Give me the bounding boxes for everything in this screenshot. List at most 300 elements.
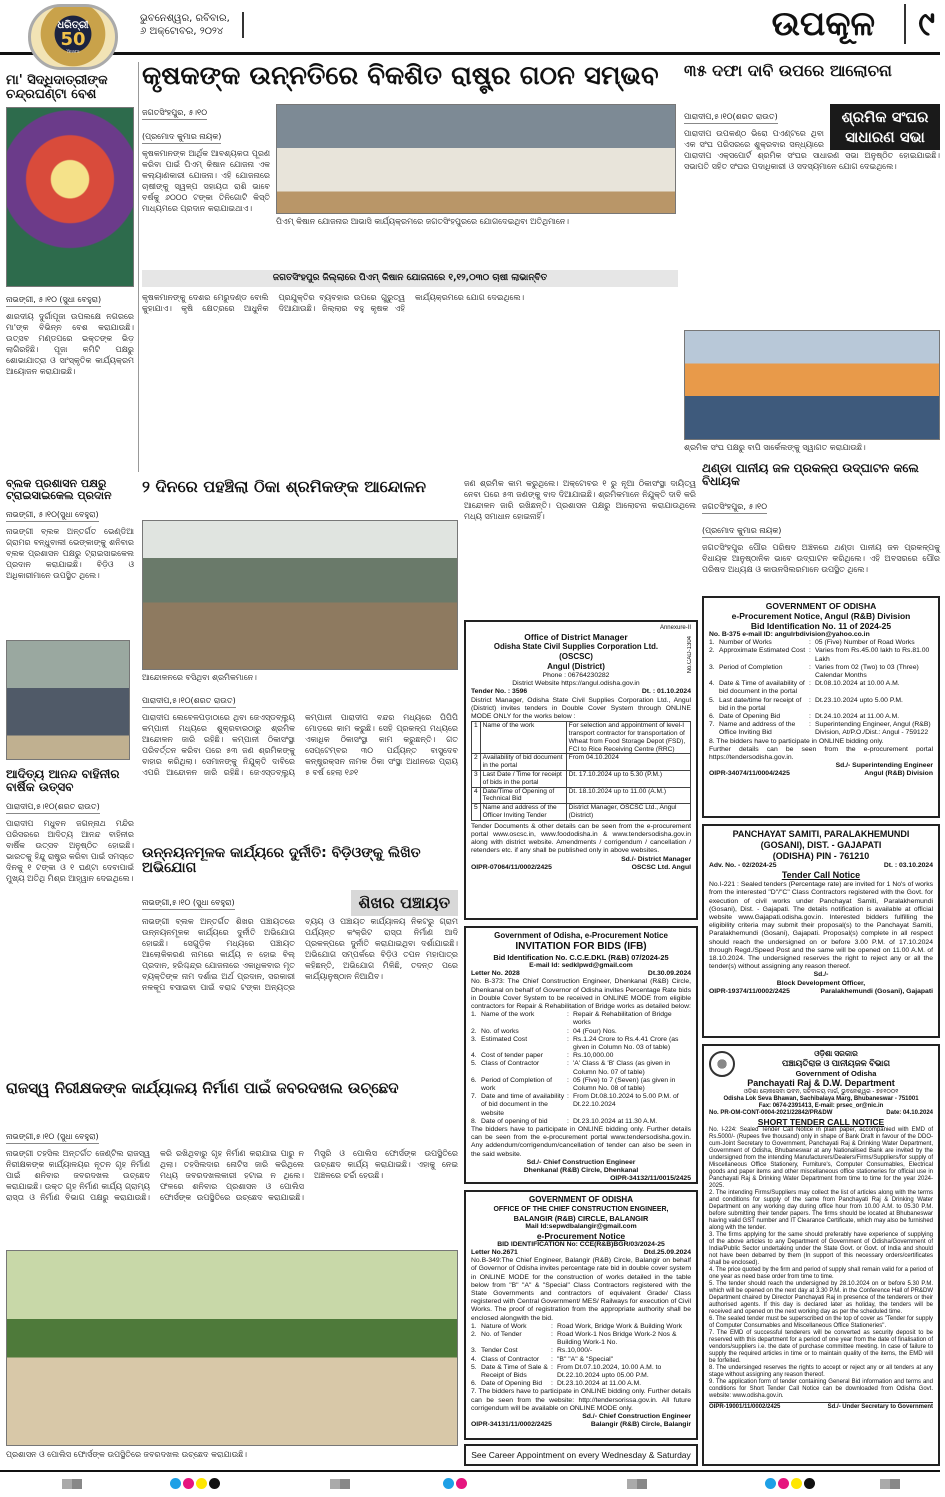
ad-item-value: Dt.23.10.2024 at 11.30 A.M.: [573, 1117, 658, 1125]
ad-no: No. B-375: [709, 631, 741, 638]
newspaper-logo: [28, 4, 118, 70]
ad-title-2: (GOSANI), DIST. - GAJAPATI: [760, 840, 882, 850]
ad-table-cell: 1: [472, 722, 481, 754]
ad-sign-2: Dhenkanal (R&B) Circle, Dhenkanal: [523, 1167, 639, 1175]
ad-item-label: Approximate Estimated Cost: [719, 647, 806, 655]
ad-item-number: 2.: [709, 647, 715, 655]
story-devi: [6, 74, 134, 377]
ad-item-sep: :: [551, 1347, 553, 1355]
story-lead: [142, 100, 270, 214]
ad-footer: Tender Documents & other details can be seen from the e-procurement portal www.oscsc.in, www.foododisha.in & www.tendersodisha.gov.in along with district website. Amendments / corrigendum / cancellation / retenders etc. if any shall be published only in above websites.: [471, 822, 691, 855]
revenue-photo: [6, 1250, 458, 1446]
ad-item-value: 05 (Five) to 7 (Seven) (as given in Column No. 08 of table): [573, 1076, 676, 1093]
ad-date: Dtd.25.09.2024: [643, 1248, 691, 1256]
ad-item: [709, 664, 933, 680]
ad-oipr: OIPR-34074/11/0004/2425: [709, 770, 790, 778]
ad-oipr: OIPR-19374/11/0002/2425: [709, 987, 790, 995]
ad-heading: SHORT TENDER CALL NOTICE: [757, 1117, 885, 1127]
ad-item: [471, 1028, 691, 1036]
ad-circle: BALANGIR (R&B) CIRCLE, BALANGIR: [513, 1213, 649, 1223]
story-body: ନାଭଙ୍ଗୀ ବ୍ଲକ ଅନ୍ତର୍ଗତ ଭେଣ୍ଡିଆ ଗ୍ରାମର ବନ୍ଧୁବାଲୀ ଭେଙ୍କାଙ୍କୁ ଶନିବାର ବ୍ଲକ ପ୍ରଶାସନ ପକ୍ଷରୁ ଟ୍ରାଇସାଇକେଲ ପ୍ରଦାନ କରାଯାଇଛି। ବିଡ଼ିଓ ଓ ଅଧିକାରୀମାନେ ଉପସ୍ଥିତ ଥିଲେ।: [6, 527, 134, 581]
story-dateline: ନାଭଙ୍ଗୀ,୫।୧୦ (ସୁଧା ବେହୁରା): [6, 1131, 99, 1144]
story-dateline: ପାରାଦୀପ,୫।୧୦(ଶରତ ରାଉତ): [6, 801, 100, 814]
ad-gov: GOVERNMENT OF ODISHA: [765, 601, 877, 611]
ad-item-number: 2.: [471, 1330, 477, 1338]
ad-table-cell: 4: [472, 787, 481, 804]
ad-item-label: No. of works: [481, 1027, 519, 1035]
ad-dhenkanal: [464, 926, 698, 1184]
story-body-2: ପାଇଁ ବରାଦ୍ଦ ଟଙ୍କା ଅନ୍ୟତ୍ର ବ୍ୟୟ ଓ ପଞ୍ଚାୟତ କାର୍ଯ୍ୟାଳୟ ନିକଟରୁ ଗ୍ରାମ ପର୍ଯ୍ୟନ୍ତ କଂକ୍ରିଟ ରାସ୍ତା ନିର୍ମାଣ ଆଦି ପ୍ରକଳ୍ପରେ ଦୁର୍ନୀତି କରାଯାଇଥିବା ଦର୍ଶାଯାଇଛି। ଅଭିଯୋଗ ସମ୍ପର୍କରେ ବିଡ଼ିଓ ତପନ ମହାପାତ୍ର କହିଛନ୍ତି, ଅଭିଯୋଗ ମିଳିଛି, ତଦନ୍ତ ପରେ କାର୍ଯ୍ୟାନୁଷ୍ଠାନ ନିଆଯିବ।: [200, 917, 458, 992]
ad-item-number: 3.: [709, 663, 715, 671]
ad-item-value: 04 (Four) Nos.: [573, 1027, 617, 1035]
ad-balangir: [464, 1190, 698, 1440]
ad-item-label: Name and address of the Office Inviting Bid: [719, 721, 796, 737]
story-body-2: କରି ରଖିଥିବାରୁ ଗୃହ ନିର୍ମାଣ କରାଯାଇ ପାରୁ ନ ଥିଲା। ତହସିଲଦାର ନୋଟିସ ଜାରି କରିଥିଲେ ମଧ୍ୟ ଜବରଦଖଲକାରୀ ହଟାଇ ନ ଥିଲେ। ଫଳରେ ଶନିବାର ପ୍ରଶାସନ ଓ ପୋଲିସ ଫୋର୍ସଙ୍କ ଉପସ୍ଥିତିରେ ଉଚ୍ଛେଦ କରାଯାଇଛି।: [160, 1149, 304, 1202]
ad-table-cell: 2: [472, 754, 481, 771]
ad-odia-2: ପଞ୍ଚାୟତିରାଜ ଓ ପାନୀୟଜଳ ବିଭାଗ: [781, 1058, 891, 1068]
story-headline: ବ୍ଲକ ପ୍ରଶାସନ ପକ୍ଷରୁ ଟ୍ରାଇସାଇକେଲ ପ୍ରଦାନ: [6, 477, 112, 503]
ad-item: [471, 1331, 691, 1347]
ad-table-row: [472, 754, 691, 771]
ad-item-value: 'A' Class & 'B' Class (as given in Column No. 07 of table): [573, 1060, 670, 1076]
water-headline: ଥଣ୍ଡା ପାନୀୟ ଜଳ ପ୍ରକଳ୍ପ ଉଦ୍‌ଘାଟନ କଲେ ବିଧାୟକ: [702, 461, 919, 489]
ad-item-sep: :: [551, 1330, 553, 1338]
logo-years: 50: [60, 28, 86, 50]
registration-square: [62, 1479, 82, 1489]
ad-item-value: 05 (Five) Number of Road Works: [815, 639, 915, 647]
ad-item: [709, 647, 933, 663]
ad-table-row: [472, 722, 691, 754]
ad-item-number: 4.: [471, 1355, 477, 1363]
ad-item-label: Last date/time for receipt of bid in the portal: [719, 696, 802, 712]
story-body-1: ନାଭଙ୍ଗୀ ବ୍ଲକ ଅନ୍ତର୍ଗତ ଶିଖର ପଞ୍ଚାୟତରେ ଉନ୍ନୟନମୂଳକ କାର୍ଯ୍ୟରେ ଦୁର୍ନୀତି ଅଭିଯୋଗ ହୋଇଛି। ସେଗୁଡ଼ିକ ମଧ୍ୟରେ ପଞ୍ଚାୟତ ଆଲୋକିକରଣ ନାମରେ କାର୍ଯ୍ୟ ନ ହୋଇ ବିଲ୍ ପ୍ରଦାନ, ହରିଶ୍ଚନ୍ଦ୍ର ଯୋଜନାରେ ଏକାଧିକବାର ମୃତ ବ୍ୟକ୍ତିଙ୍କ ନାମ ଦର୍ଶାଇ ଅର୍ଥ ପ୍ରଦାନ, ସରକାରୀ ନଳକୂପ ବସାଇବା: [142, 917, 295, 992]
ad-table-cell: Dt. 17.10.2024 up to 5.30 (P.M.): [566, 771, 690, 788]
story-body: [6, 1148, 458, 1203]
ad-item: [709, 713, 933, 721]
ad-sign: Sd./- Superintending Engineer: [835, 762, 933, 770]
ad-title-3: (ODISHA) PIN - 761210: [772, 851, 870, 861]
story-body: [142, 712, 458, 778]
black-dot: [804, 1478, 815, 1489]
ad-item: [471, 1118, 691, 1126]
ad-point: 5. The tender should reach the undersigned by 28.10.2024 on or before 5.30 P.M. which will be opened on the next day at 3.30 P.M. in the Conference Hall of PR&DW Department chaired by Director Panchayati Raj in presence of the tenderers or their authorised agents. If this day is declared later as holiday, the tenders will be received and opened on the next working day as per the scheduled time.: [709, 1281, 933, 1315]
ad-oipr: OIPR-19001/11/0002/2425: [709, 1404, 781, 1410]
ad-intro: No. B-373: The Chief Construction Engineer, Dhenkanal (R&B) Circle, Dhenkanal on behalf of Governor of Odisha invites Percentage Rate bids in Double Cover System to be received in ONLINE MODE from eligible contractors for Repair & Rehabilitation of Bridge works as detailed below:: [471, 978, 691, 1011]
yellow-dot: [791, 1478, 802, 1489]
page-number: ୯: [904, 4, 935, 44]
ad-item-value: Rs.1.24 Crore to Rs.4.41 Crore (as given in Column No. 03 of table): [573, 1035, 679, 1052]
ad-tender-no: Tender No. : 3596: [471, 688, 528, 696]
ad-item-value: Dt.23.10.2024 at 11.00 A.M.: [557, 1380, 642, 1388]
ad-item: [471, 1093, 691, 1118]
ad-odia-addr: ଓଡ଼ିଶା ଲୋକସେବା ଭବନ, ସଚିବାଳୟ ମାର୍ଗ, ଭୁବନେଶ୍ୱର - ୭୫୧୦୦୧: [743, 1089, 899, 1095]
footer-rule: [0, 1470, 940, 1472]
ad-item-number: 4.: [471, 1052, 477, 1060]
story-body-1: ନାଭଙ୍ଗୀ ତହସିଲ ଅନ୍ତର୍ଗତ ଜେଣ୍ଟିଲ ରାଜସ୍ୱ ନିରୀକ୍ଷକଙ୍କ କାର୍ଯ୍ୟାଳୟର ନୂତନ ଗୃହ ନିର୍ମାଣ ପାଇଁ ଶନିବାର ଜବରଦଖଲ ଉଚ୍ଛେଦ କରାଯାଇଛି। ଉକ୍ତ ଗୃହ ନିର୍ମାଣ କାର୍ଯ୍ୟ ଗ୍ରାମ୍ୟ ରାସ୍ତା ଓ ନିର୍ମାଣ ବିଭାଗ ପକ୍ଷରୁ କରାଯାଉଛି।: [6, 1149, 150, 1202]
ad-item-number: 3.: [471, 1347, 477, 1355]
yellow-dot: [196, 1478, 207, 1489]
devi-photo: [6, 107, 134, 287]
ad-item: [471, 1060, 691, 1076]
ad-district: Angul (District): [547, 662, 605, 671]
ad-intro: District Manager, Odisha State Civil Supplies Corporation Ltd., Angul (District) invites tenders in Double Cover System through ONLINE MODE ONLY for the works below :: [471, 696, 691, 721]
dateline: [140, 12, 244, 38]
ad-oscsc: [464, 620, 698, 920]
ad-item-sep: :: [567, 1035, 569, 1043]
ad-dept: Panchayati Raj & D.W. Department: [747, 1078, 895, 1088]
ad-item: [471, 1052, 691, 1060]
ad-item-label: Date of Opening Bid: [481, 1380, 543, 1388]
ad-adv: Adv. No. - 02/2024-25: [709, 862, 777, 869]
ad-item-number: 5.: [709, 696, 715, 704]
ad-sign: Sd./- Chief Construction Engineer: [526, 1158, 636, 1166]
ad-table-cell: Last Date / Time for receipt of bids in the portal: [480, 771, 566, 788]
ad-point: 6. The sealed tender must be superscribed on the top of cover as "Tender for supply of Computer Consumables and Miscellaneous Office Stationeries".: [709, 1316, 933, 1329]
ad-item-sep: :: [567, 1076, 569, 1084]
cyan-dot: [765, 1478, 776, 1489]
story-revenue: [6, 1124, 458, 1203]
ad-phone: Phone : 06764230282: [542, 672, 610, 679]
ad-title-1: PANCHAYAT SAMITI, PARALAKHEMUNDI: [732, 829, 910, 839]
story-dateline: ନାଭଙ୍ଗୀ, ୫।୧୦ (ସୁଧା ବେହୁରା): [6, 294, 101, 307]
ad-item-sep: :: [551, 1363, 553, 1371]
story-tricycle: [6, 478, 134, 581]
ad-abbr: (OSCSC): [559, 652, 593, 661]
magenta-dot: [778, 1478, 789, 1489]
story-body: ପାରାଦୀପ ଉପକଣ୍ଠ ଭିରୋ ପଏଣ୍ଟରେ ଥିବା ଏକ ସଂଘ ପରିସରରେ ଶୁକ୍ରବାର ସନ୍ଧ୍ୟାରେ ପାରାଦୀପ ଏକ୍ସପୋର୍ଟ ଶ୍ରମିକ ସଂଘର ସାଧାରଣ ସଭା ଅନୁଷ୍ଠିତ ହୋଇଯାଇଛି। ସଭାପତି ସହିତ ସଂଘର ପଦାଧିକାରୀ ଓ ସଦସ୍ୟମାନେ ଯୋଗ ଦେଇଥିଲେ।: [684, 129, 940, 171]
story-aditya: [6, 768, 134, 884]
ad-letter: Letter No. 2028: [471, 970, 520, 978]
ad-date: Date: 04.10.2024: [886, 1110, 933, 1116]
ad-table-cell: Date/Time of Opening of Technical Bid: [480, 787, 566, 804]
revenue-headline: ରାଜସ୍ୱ ନିରୀକ୍ଷକଙ୍କ କାର୍ଯ୍ୟାଳୟ ନିର୍ମାଣ ପାଇଁ ଜବରଦଖଲ ଉଚ୍ଛେଦ: [6, 1079, 399, 1097]
ad-sign: Sd./- District Manager: [621, 855, 691, 863]
ad-items: [709, 639, 933, 737]
ad-table-cell: 5: [472, 804, 481, 821]
ad-items: [471, 1323, 691, 1389]
ad-item-number: 2.: [471, 1027, 477, 1035]
ad-office: Office of District Manager: [524, 632, 628, 642]
ad-item-value: Road Work, Bridge Work & Building Work: [557, 1322, 683, 1330]
tricycle-photo: [6, 640, 130, 760]
ad-item-sep: :: [551, 1380, 553, 1388]
corruption-tag: ଶିଖର ପଞ୍ଚାୟତ: [351, 890, 458, 916]
story-dateline: ପାରାଦୀପ,୫।୧୦(ଶରତ ରାଉତ): [142, 695, 236, 708]
union-box-title: ଶ୍ରମିକ ସଂଘର ସାଧାରଣ ସଭା: [830, 104, 940, 150]
ad-item-label: Estimated Cost: [481, 1035, 528, 1043]
ad-item-sep: :: [809, 713, 811, 721]
ad-table-cell: 3: [472, 771, 481, 788]
ad-item: [471, 1323, 691, 1331]
ad-ref: No. PR-OM-CONT-0004-2021/22842/PR&DW: [709, 1110, 833, 1116]
ad-item-number: 7.: [471, 1093, 477, 1101]
ad-item: [709, 639, 933, 647]
ad-oipr: OIPR-34131/11/0002/2425: [471, 1421, 552, 1429]
ad-item-sep: :: [809, 721, 811, 729]
ad-item-label: Cost of tender paper: [481, 1052, 543, 1060]
ad-item-number: 3.: [471, 1035, 477, 1043]
ad-item-sep: :: [809, 680, 811, 688]
story-union: [684, 104, 940, 172]
ad-mail[interactable]: Mail Id:sepwdbalangir@gmail.com: [525, 1222, 637, 1230]
ad-point: No. I-224: Sealed Tender Call Notice in plain paper, accompanied with EMD of Rs.5000/- (Rupees five thousand) only in shape of Bank Draft in favour of the DDO-cum-Joint Secretary to Government, Panchayati Raj & Drinking Water Department, Government of Odisha, Bhubaneswar at any Nationalised Bank are invited by the undersigned from the intending Manufacturers/Dealers/Firms/Suppliers/for supply of Miscellaneous Office Stationery, Furniture's, Computer Consumables, Electrical goods and paper items and other miscellaneous office stationeries for official use in Panchayati Raj & Drinking Water Department from time to time for the year 2024-2025.: [709, 1127, 933, 1189]
ad-item-label: Date of opening of bid: [481, 1117, 548, 1125]
ad-item-value: From Dt.07.10.2024, 10.00 A.M. to Dt.22.10.2024 upto 05.00 P.M.: [557, 1363, 662, 1379]
story-byline: (ପ୍ରମୋଦ କୁମାର ନାୟକ): [702, 525, 781, 538]
ad-item-label: Date and time of availability of bid document in the website: [481, 1093, 565, 1117]
ad-item-value: From Dt.08.10.2024 to 5.00 P.M. of Dt.22.10.2024: [573, 1093, 679, 1109]
dateline-place: ଭୁବନେଶ୍ୱର, ରବିବାର,: [140, 13, 230, 24]
ad-sd: Sd./-: [813, 971, 829, 979]
ad-item-number: 5.: [471, 1060, 477, 1068]
ad-item-number: 4.: [709, 680, 715, 688]
ad-point: 9. The application form of tender containing General Bid information and terms and conditions for Short Tender Call Notice can be downloaded from Odisha Govt. website: www.odisha.gov.in.: [709, 1379, 933, 1399]
section-name: ଉପକୂଳ: [771, 4, 875, 44]
corruption-headline: ଉନ୍ନୟନମୂଳକ କାର୍ଯ୍ୟରେ ଦୁର୍ନୀତି: ବିଡ଼ିଓଙ୍କୁ ଲିଖିତ ଅଭିଯୋଗ: [142, 845, 421, 877]
story-headline: ମା' ସିଦ୍ଧିଦାତ୍ରୀଙ୍କ ଚନ୍ଦ୍ରଘଣ୍ଟା ବେଶ: [6, 73, 108, 103]
story-dateline: ନାଭଙ୍ଗୀ,୫।୧୦ (ସୁଧା ବେହୁରା): [142, 897, 235, 910]
logo-sub: Years: [66, 48, 80, 55]
masthead-rule: [0, 52, 940, 55]
ad-footer: 7. The bidders have to participate in ONLINE bidding only. Further details can be seen from the website: http://tendersorissa.gov.in. All future corrigendum will be available on ONLINE MODE only.: [471, 1388, 692, 1412]
ad-item-value: Road Work-1 Nos Bridge Work-2 Nos & Building Work-1 No.: [557, 1330, 677, 1347]
ad-item-label: Tender Cost: [481, 1347, 518, 1355]
union-photo-caption: ଶ୍ରମିକ ସଂଘ ପକ୍ଷରୁ ବାପି ସାର୍କେଲଙ୍କୁ ସ୍ୱାଗତ କରାଯାଉଛି।: [684, 443, 866, 452]
lead-subhead: ଜଗତସିଂହପୁର ଜିଲ୍ଲାରେ ପିଏମ୍ କିଷାନ ଯୋଜନାରେ ୧,୧୨,୦୩୦ ଚାଷୀ ଲାଭାନ୍ବିତ: [142, 270, 678, 287]
lead-headline: କୃଷକଙ୍କ ଉନ୍ନତିରେ ବିକଶିତ ରାଷ୍ଟ୍ର ଗଠନ ସମ୍ଭବ: [142, 61, 659, 91]
ad-addr: Odisha Lok Seva Bhawan, Sachibalaya Marg, Bhubaneswar - 751001: [723, 1096, 919, 1102]
ad-heading: Tender Call Notice: [781, 870, 861, 881]
ad-item-label: Date & Time of Sale & Receipt of Bids: [481, 1363, 548, 1379]
ad-sign: Sd./- Chief Construction Engineer: [582, 1412, 691, 1420]
ad-item-sep: :: [567, 1117, 569, 1125]
ad-table-row: [472, 804, 691, 821]
ad-items: [471, 1011, 691, 1126]
ad-gov: Government of Odisha: [795, 1069, 877, 1078]
story-corruption: [142, 890, 458, 993]
ad-ifb: INVITATION FOR BIDS (IFB): [515, 941, 647, 952]
ad-point: 4. The price quoted by the firm and period of supply shall remain valid for a period of one year as need base order from time to time.: [709, 1267, 933, 1280]
ad-item-label: Nature of Work: [481, 1322, 527, 1330]
ad-sign-2: OSCSC Ltd. Angul: [631, 863, 691, 871]
ad-item-sep: :: [809, 639, 811, 647]
ad-item-sep: :: [567, 1060, 569, 1068]
story-byline: (ପ୍ରମୋଦ କୁମାର ନାୟକ): [142, 131, 221, 144]
odisha-emblem-icon: [709, 1051, 735, 1077]
ad-item-label: Date of Opening Bid: [719, 713, 781, 721]
ad-item-label: No. of Tender: [481, 1330, 522, 1338]
ad-item: [709, 680, 933, 696]
ad-item-label: Name of the work: [481, 1011, 535, 1019]
cyan-dot: [443, 1478, 454, 1489]
union-headline: ୩୫ ଦଫା ଦାବି ଉପରେ ଆଲୋଚନା: [684, 61, 892, 80]
ad-table-cell: Name of the work: [480, 722, 566, 754]
ad-table-cell: From 04.10.2024: [566, 754, 690, 771]
ad-footer: The bidders have to participate in ONLINE bidding only. Further details can be seen from the e-procurement portal www.tendersodisha.gov.in. Any addendum/corrigendum/cancellation of tender can also be seen in the said website.: [471, 1126, 691, 1158]
registration-square: [880, 1479, 900, 1489]
ad-item-value: "B" "A" & "Special": [557, 1355, 614, 1363]
ad-table-cell: Availability of bid document in the portal: [480, 754, 566, 771]
cyan-dot: [170, 1478, 181, 1489]
ad-item-number: 1.: [471, 1011, 477, 1019]
ad-item-label: Class of Contractor: [481, 1355, 540, 1363]
ad-point: 3. The firms applying for the same should preferably have experience of supplying of the above articles to any Department of Government of Odisha/Government of India/Public Sector undertaking under the State Govt. or Govt. of India and should not have been debarred by them (In support of this necessary orders/certificates shall be enclosed).: [709, 1232, 933, 1266]
logo-text: ଧରିତ୍ରୀ: [57, 19, 89, 31]
ad-sign-2: Angul (R&B) Division: [864, 770, 933, 778]
ad-angul: [702, 596, 940, 818]
ad-oipr: OIPR-07064/11/0002/2425: [471, 863, 552, 871]
ad-gov: GOVERNMENT OF ODISHA: [528, 1195, 633, 1204]
registration-square: [627, 1479, 647, 1489]
cmyk-marks: [765, 1478, 815, 1489]
ad-bid: Bid Identification No. C.C.E.DKL (R&B) 07/2024-25: [493, 953, 669, 962]
ad-bid: Bid Identification No. 11 of 2024-25: [750, 621, 892, 631]
ad-table-cell: For selection and appointment of level-I transport contractor for transportation of Wheat from Food Storage Depot (FSD), FCI to Rice Receiving Centre (RRC): [566, 722, 690, 754]
ad-item: [471, 1380, 691, 1388]
ad-item-value: Dt.23.10.2024 upto 5.00 P.M.: [815, 696, 903, 704]
magenta-dot: [456, 1478, 467, 1489]
story-body: ଜଗତସିଂହପୁର ପୌର ପରିଷଦ ଅଞ୍ଚଳରେ ଥଣ୍ଡା ପାନୀୟ ଜଳ ପ୍ରକଳ୍ପକୁ ବିଧାୟକ ଆନୁଷ୍ଠାନିକ ଭାବେ ଉଦ୍‌ଘାଟନ କରିଥିଲେ। ଏହି ଅବସରରେ ପୌର ପରିଷଦ ଅଧ୍ୟକ୍ଷ ଓ କାଉନସିଲରମାନେ ଉପସ୍ଥିତ ଥିଲେ।: [702, 543, 940, 574]
ad-website[interactable]: District Website https://angul.odisha.gov.in: [512, 680, 640, 688]
career-notice: See Career Appointment on every Wednesday & Saturday: [464, 1444, 698, 1466]
ad-item-label: Number of Works: [719, 639, 772, 647]
ad-item-sep: :: [809, 647, 811, 655]
ad-item: [471, 1077, 691, 1093]
ad-panchayati: [702, 1044, 940, 1466]
ad-date: Dt. : 01.10.2024: [641, 688, 691, 696]
ad-table-cell: Dt. 18.10.2024 up to 11.00 (A.M.): [566, 787, 690, 804]
ad-item-sep: :: [567, 1052, 569, 1060]
ad-item-value: Repair & Rehabilitation of Bridge works: [573, 1011, 672, 1027]
ad-table-row: [472, 771, 691, 788]
ad-item-sep: :: [567, 1011, 569, 1019]
ad-item: [471, 1036, 691, 1052]
story-body: ଶାରଦୀୟ ଦୁର୍ଗାପୂଜା ଉପଲକ୍ଷେ ନଗରରେ ମା'ଙ୍କ ବିଭିନ୍ନ ବେଶ କରାଯାଉଛି। ଉତ୍ସବ ମଣ୍ଡପରେ ଭକ୍ତଙ୍କ ଭିଡ଼ ଲାଗିରହିଛି। ପୂଜା କମିଟି ପକ୍ଷରୁ ଶୋଭାଯାତ୍ରା ଓ ସାଂସ୍କୃତିକ କାର୍ଯ୍ୟକ୍ରମ ଆୟୋଜନ କରାଯାଇଛି।: [6, 311, 134, 376]
ad-item: [471, 1356, 691, 1364]
ad-body: No.I-221 : Sealed tenders (Percentage rate) are invited for 1 No's of works from the interested "D"/"C" Class Contractors registered with the Govt. for execution of civil works under Panchayat Samiti, Paralakhemundi (Gosani), Dist. - Gajapati. The details notification is available at official website www.Gajapati.odisha.gov.in. Interested bidders fulfilling the eligibility criteria may submit their proposal(s) to the Panchayat Samiti, Paralakhemundi (Gosani), Gajapati. Proposal(s) complete in all respect should reach the undersigned on or before 3.00 P.M. of 17.10.2024 through Regd./Speed Post and the same will be opened on 11.00 A.M. of 18.10.2024. The undersigned reserves the right to reject any or all the tender(s) without assigning any reason thereof.: [709, 881, 933, 971]
ad-notice: e-Procurement Notice: [536, 1230, 626, 1241]
magenta-dot: [183, 1478, 194, 1489]
ad-letter: Letter No.2671: [471, 1248, 518, 1256]
ad-item-label: Period of Completion of work: [481, 1076, 553, 1093]
story-dateline: ନାଭଙ୍ଗୀ, ୫।୧୦(ସୁଧା ବେହୁରା): [6, 509, 99, 522]
revenue-photo-caption: ପ୍ରଶାସନ ଓ ପୋଲିସ ଫୋର୍ସଙ୍କ ଉପସ୍ଥିତିରେ ଜବରଦଖଲ ଉଚ୍ଛେଦ କରାଯାଉଛି।: [6, 1450, 247, 1459]
ad-points: [709, 1127, 933, 1400]
ad-item: [471, 1011, 691, 1027]
story-strike-body: [142, 688, 458, 778]
ad-item: [471, 1347, 691, 1355]
story-body: [142, 916, 458, 993]
ad-table-cell: District Manager, OSCSC Ltd., Angul (District): [566, 804, 690, 821]
story-dateline: ପାରାଦୀପ,୫।୧୦(ଶରତ ରାଉତ): [684, 111, 778, 124]
ad-item-value: Dt.08.10.2024 at 10.00 A.M.: [815, 680, 900, 688]
ad-item-label: Class of Contractor: [481, 1060, 540, 1068]
ad-item-number: 8.: [471, 1117, 477, 1125]
ad-table-cell: Name and address of the Officer Inviting Tender: [480, 804, 566, 821]
story-body-1: ପାରାଦୀପ ଲେବେଳପଡ଼ାଠାରେ ଥିବା ଜେଏସ୍ଡବ୍ଲ୍ୟୁ କମ୍ପାନୀ ମଧ୍ୟରେ ଶୁକ୍ରବାରଠାରୁ ଶ୍ରମିକ ଆନ୍ଦୋଳନ ଜାରି ରହିଛି। କମ୍ପାନୀ ଠିକାସଂସ୍ଥା ପରିବର୍ତ୍ତନ କରିବା ପରେ ୫୩ ଜଣ ଶ୍ରମିକଙ୍କୁ ବାହାର କରିଥିଲା। ସେମାନଙ୍କୁ ନିଯୁକ୍ତି ଦାବିରେ: [142, 713, 295, 766]
story-body-3: ମିସ୍ତ୍ରି ଓ ପୋଲିସ ଫୋର୍ସଙ୍କ ଉପସ୍ଥିତିରେ ଉଚ୍ଛେଦ କାର୍ଯ୍ୟ କରାଯାଇଛି। ଏହାକୁ ନେଇ ଅଞ୍ଚଳରେ ଚର୍ଚ୍ଚା ହେଉଛି।: [314, 1149, 458, 1180]
story-dateline: ଜଗତସିଂହପୁର, ୫।୧୦: [142, 107, 207, 120]
ad-title: e-Procurement Notice, Angul (R&B) Division: [731, 611, 911, 621]
story-dateline: ଜଗତସିଂହପୁର, ୫।୧୦: [702, 501, 767, 514]
ad-item-sep: :: [567, 1027, 569, 1035]
ad-note: 8. The bidders have to participate in ONLINE bidding only.: [709, 737, 884, 745]
ad-org: Odisha State Civil Supplies Corporation Ltd.: [493, 642, 659, 651]
ad-item-sep: :: [551, 1355, 553, 1363]
ad-email[interactable]: E-mail Id: sedklpwd@gmail.com: [529, 962, 633, 969]
ad-item-value: Dt.24.10.2024 at 11.00 A.M.: [815, 713, 900, 721]
ad-point: 2. The intending Firms/Suppliers may collect the list of articles along with the terms and conditions for supply of the same from Panchayati Raj & Drinking Water Department on any working day during office hour from 10.00 A.M. to 05.30 P.M. before submitting their tender papers. The firms should be located at Bhubaneswar having valid GST number and IT Clearance Certificate, which may also be furnished along with the tender.: [709, 1190, 933, 1231]
union-photo: [684, 330, 940, 440]
ad-office: OFFICE OF THE CHIEF CONSTRUCTION ENGINEER,: [493, 1205, 669, 1213]
ad-title: Government of Odisha, e-Procurement Notice: [494, 931, 668, 940]
ad-item-number: 1.: [709, 639, 715, 647]
lead-photo-caption: ପିଏମ୍ କିଷାନ ଯୋଜନାର ଆଭାସି କାର୍ଯ୍ୟକ୍ରମରେ ଜଗତସିଂହପୁରରେ ଯୋଗଦେଇଥିବା ଅତିଥିମାନେ।: [276, 217, 570, 226]
cmyk-marks: [443, 1478, 467, 1489]
ad-item-number: 6.: [709, 713, 715, 721]
strike-headline: ୨ ଦିନରେ ପହଞ୍ଚିଲା ଠିକା ଶ୍ରମିକଙ୍କ ଆନ୍ଦୋଳନ: [142, 477, 426, 496]
story-water: [702, 494, 940, 575]
strike-photo: [142, 520, 458, 670]
ad-email[interactable]: e-mail ID: angulrbdivision@yahoo.co.in: [742, 631, 870, 638]
ad-further: Further details can be seen from the e-procurement portal https://tendersodisha.gov.in.: [709, 745, 933, 762]
ad-item-value: Varies from 02 (Two) to 03 (Three) Calendar Months: [815, 663, 919, 680]
ad-odia-1: ଓଡ଼ିଶା ସରକାର: [814, 1049, 858, 1058]
lead-photo: [276, 104, 676, 214]
ad-item-number: 7.: [709, 721, 715, 729]
ad-sign-2: Balangir (R&B) Circle, Balangir: [590, 1421, 691, 1429]
ad-item-value: Rs.10,000/-: [557, 1347, 593, 1355]
ad-point: 8. The undersinged reserves the rights to accept or reject any or all tenders at any stage without assigning any reason thereof.: [709, 1365, 933, 1378]
ad-date: Dt. : 03.10.2024: [883, 862, 933, 869]
ad-item-value: Rs.10,000.00: [573, 1052, 614, 1060]
strike-body-right: ଜଣ ଶ୍ରମିକ କାମ କରୁଥିଲେ। ଅକ୍ଟୋବର ୧ ରୁ ନୂଆ ଠିକାସଂସ୍ଥା ଦାୟିତ୍ୱ ନେବା ପରେ ୫୩ ଜଣଙ୍କୁ ବାଦ ଦିଆଯାଇଛି। ଶ୍ରମିକମାନେ ନିଯୁକ୍ତି ଦାବି କରି ଆନ୍ଦୋଳନ ଜାରି ରଖିଛନ୍ତି। ପ୍ରଶାସନ ପକ୍ଷରୁ ଆଲୋଚନା କରାଯାଉଥିଲେ ମଧ୍ୟ ସମାଧାନ ହୋଇନାହିଁ।: [464, 479, 696, 521]
ad-oipr: OIPR-34132/11/0015/2425: [610, 1175, 691, 1183]
ad-item-sep: :: [809, 696, 811, 704]
ad-item-sep: :: [567, 1093, 569, 1101]
dateline-date: ୬ ଅକ୍ଟୋବର, ୨୦୨୪: [140, 26, 224, 37]
story-body: କୃଷକମାନଙ୍କ ଆର୍ଥିକ ଆବଶ୍ୟକତା ପୂରଣ କରିବା ପାଇଁ ପିଏମ୍ କିଷାନ ଯୋଜନା ଏକ କଲ୍ୟାଣକାରୀ ଯୋଜନା। ଏହି ଯୋଜନାରେ ଚାଷୀଙ୍କୁ ସ୍ୱଳ୍ପ ସହାୟତା ରାଶି ଭାବେ ବର୍ଷକୁ ୬୦୦୦ ଟଙ୍କା ତିନିଗୋଟି କିସ୍ତି ମାଧ୍ୟମରେ ପ୍ରଦାନ କରାଯାଇଥାଏ।: [142, 149, 270, 213]
ad-cad: No.CAD-1304: [687, 636, 693, 674]
ad-item-value: Varies from Rs.45.00 lakh to Rs.81.00 Lakh: [815, 647, 930, 663]
ad-item-sep: :: [551, 1322, 553, 1330]
ad-intro: No.B-349:The Chief Engineer, Balangir (R&B) Circle, Balangir on behalf of Governor of Odisha invites percentage rate bid in double cover system in ONLINE MODE for the construction of works detailed in the table below from "B" "A" & "Special" Class Contractors registered with the State Governments and contractors of equivalent Grade/ Class registered with Central Government/ MES/ Railways for execution of Civil Works. The proof of registration from the appropriate authority shall be enclosed alongwith the bid.: [471, 1257, 691, 1322]
ad-item: [709, 721, 933, 737]
ad-annex: Annexure-II: [659, 625, 691, 631]
ad-item-number: 1.: [471, 1322, 477, 1330]
story-body-2: ଏପରି ଆନ୍ଦୋଳନ ଜାରି ରହିଛି। ଜେଏସ୍ଡବ୍ଲ୍ୟୁ କମ୍ପାନୀ ପାରାଦୀପ ବନ୍ଦର ମଧ୍ୟରେ ପିପିପି ମୋଡ଼ରେ କାମ କରୁଛି। ସେହି ପ୍ରକଳ୍ପ ମଧ୍ୟରେ ଏକାଧିକ ଠିକାସଂସ୍ଥା କାମ କରୁଛନ୍ତି। ଗତ ସେପ୍ଟେମ୍ବର ୩୦ ପର୍ଯ୍ୟନ୍ତ ବାସୁଦେବ କନ୍‌ଷ୍ଟ୍ରକ୍ସନ ନାମକ ଠିକା ସଂସ୍ଥା ଅଧୀନରେ ପ୍ରାୟ ୫ ବର୍ଷ ହେଲା ୧୬୧: [142, 713, 458, 777]
lead-body: କୃଷକମାନଙ୍କୁ ଦେଶର ମେରୁଦଣ୍ଡ ବୋଲି କୁହାଯାଏ। କୃଷି କ୍ଷେତ୍ରରେ ଆଧୁନିକ ପ୍ରଯୁକ୍ତିର ବ୍ୟବହାର ଉପରେ ଗୁରୁତ୍ୱ ଦିଆଯାଉଛି। ଜିଲ୍ଲାର ବହୁ କୃଷକ ଏହି କାର୍ଯ୍ୟକ୍ରମରେ ଯୋଗ ଦେଇଥିଲେ।: [142, 293, 525, 313]
ad-item-number: 6.: [471, 1380, 477, 1388]
black-dot: [209, 1478, 220, 1489]
ad-fax: Fax: 0674-2391413, E-mail: prsec_or@nic.in: [758, 1103, 884, 1109]
ad-table: [471, 721, 691, 821]
ad-item-sep: :: [809, 663, 811, 671]
ad-bid: BID IDENTIFICATION No: CCE(R&B)BGR/03/2024-25: [497, 1240, 665, 1248]
ad-table-row: [472, 787, 691, 804]
story-body: ପାରାଦୀପ ମଧୁବନ ଜଗନ୍ନାଥ ମନ୍ଦିର ପରିସରରେ ଆଦିତ୍ୟ ଆନନ୍ଦ ବାହିନୀର ବାର୍ଷିକ ଉତ୍ସବ ଅନୁଷ୍ଠିତ ହୋଇଛି। ଭାରତକୁ ହିନ୍ଦୁ ରାଷ୍ଟ୍ର କରିବା ପାଇଁ ସମସ୍ତେ ଦିନକୁ ୧ ଟଙ୍କା ଓ ୧ ଘଣ୍ଟା ଦେବାପାଇଁ ମୁଖ୍ୟ ଅତିଥି ମିଶ୍ର ଆହ୍ୱାନ ଦେଇଥିଲେ।: [6, 819, 134, 884]
ad-item-number: 5.: [471, 1363, 477, 1371]
ad-item: [471, 1364, 691, 1380]
registration-square: [330, 1479, 350, 1489]
ad-sign: Sd./- Under Secretary to Government: [827, 1404, 933, 1410]
ad-item-label: Period of Completion: [719, 663, 783, 671]
ad-paralakhemundi: [702, 824, 940, 1038]
ad-item-label: Date & Time of availability of bid document in the portal: [719, 680, 805, 696]
cmyk-marks: [170, 1478, 220, 1489]
strike-photo-caption: ଆନ୍ଦୋଳନରେ ବସିଥିବା ଶ୍ରମିକମାନେ।: [142, 673, 257, 682]
story-headline: ଆଦିତ୍ୟ ଆନନ୍ଦ ବାହିନୀର ବାର୍ଷିକ ଉତ୍ସବ: [6, 767, 120, 795]
